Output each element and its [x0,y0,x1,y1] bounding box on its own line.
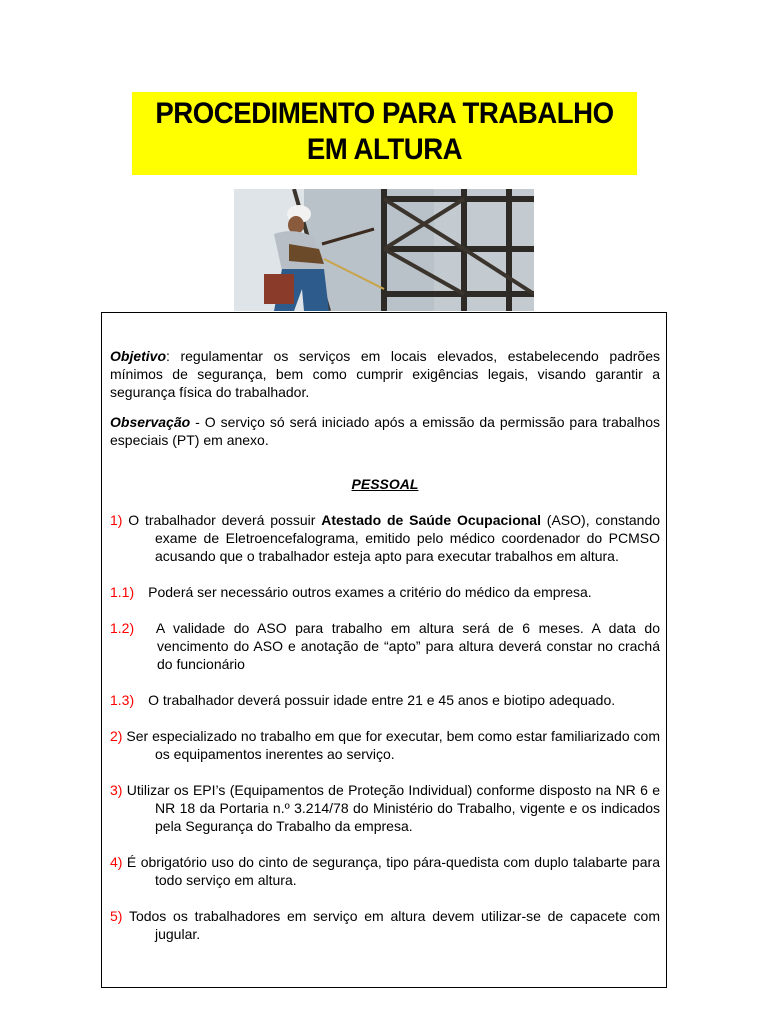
title-line-2: EM ALTURA [306,133,463,166]
item-text: O trabalhador deverá possuir [122,512,322,528]
item-text: Utilizar os EPI’s (Equipamentos de Proteção Individual) conforme disposto na NR 6 e NR 18 da Portaria n.º 3.214/78 do Ministério do Trabalho, vigente e os indicados pela Segurança do Trabalho da empresa. [122,782,660,834]
objective-label: Objetivo [110,348,167,364]
document-title [132,92,637,175]
procedure-text [110,347,660,961]
list-item [110,511,660,565]
item-number: 2) [110,728,123,744]
worker-at-height-photo [234,189,534,311]
list-item [110,907,660,943]
item-number: 1.1) [110,584,135,600]
item-number: 4) [110,854,123,870]
item-number: 5) [110,908,123,924]
item-bold-text: Atestado de Saúde Ocupacional [321,512,541,528]
objective-paragraph [110,347,660,401]
list-item [110,619,660,673]
item-text: Ser especializado no trabalho em que for executar, bem como estar familiarizado com os equipamentos inerentes ao serviço. [122,728,660,762]
item-text-post: (ASO), constando exame de Eletroencefalograma, emitido pelo médico coordenador do PCMSO acusando que o trabalhador esteja apto para executar trabalhos em altura. [155,512,661,564]
item-number: 3) [110,782,123,798]
observation-label: Observação [110,414,191,430]
item-text: Poderá ser necessário outros exames a critério do médico da empresa. [148,584,592,600]
item-text: O trabalhador deverá possuir idade entre 21 e 45 anos e biotipo adequado. [148,692,616,708]
procedure-content-box [101,312,667,988]
item-text: Todos os trabalhadores em serviço em altura devem utilizar-se de capacete com jugular. [122,908,660,942]
item-number: 1.3) [110,692,135,708]
item-text: É obrigatório uso do cinto de segurança, tipo pára-quedista com duplo talabarte para todo serviço em altura. [122,854,660,888]
item-number: 1.2) [110,620,135,636]
list-item [110,781,660,835]
observation-text: - O serviço só será iniciado após a emissão da permissão para trabalhos especiais (PT) em anexo. [110,414,660,448]
observation-paragraph [110,413,660,449]
section-title-pessoal: PESSOAL [351,476,419,492]
list-item [110,583,660,601]
title-line-1: PROCEDIMENTO PARA TRABALHO [155,97,614,130]
objective-text: : regulamentar os serviços em locais elevados, estabelecendo padrões mínimos de segurança, bem como cumprir exigências legais, visando garantir a segurança física do trabalhador. [110,348,660,400]
list-item [110,691,660,709]
item-text: A validade do ASO para trabalho em altura será de 6 meses. A data do vencimento do ASO e anotação de “apto” para altura deverá constar no crachá do funcionário [148,620,660,672]
list-item [110,727,660,763]
item-number: 1) [110,512,123,528]
list-item [110,853,660,889]
